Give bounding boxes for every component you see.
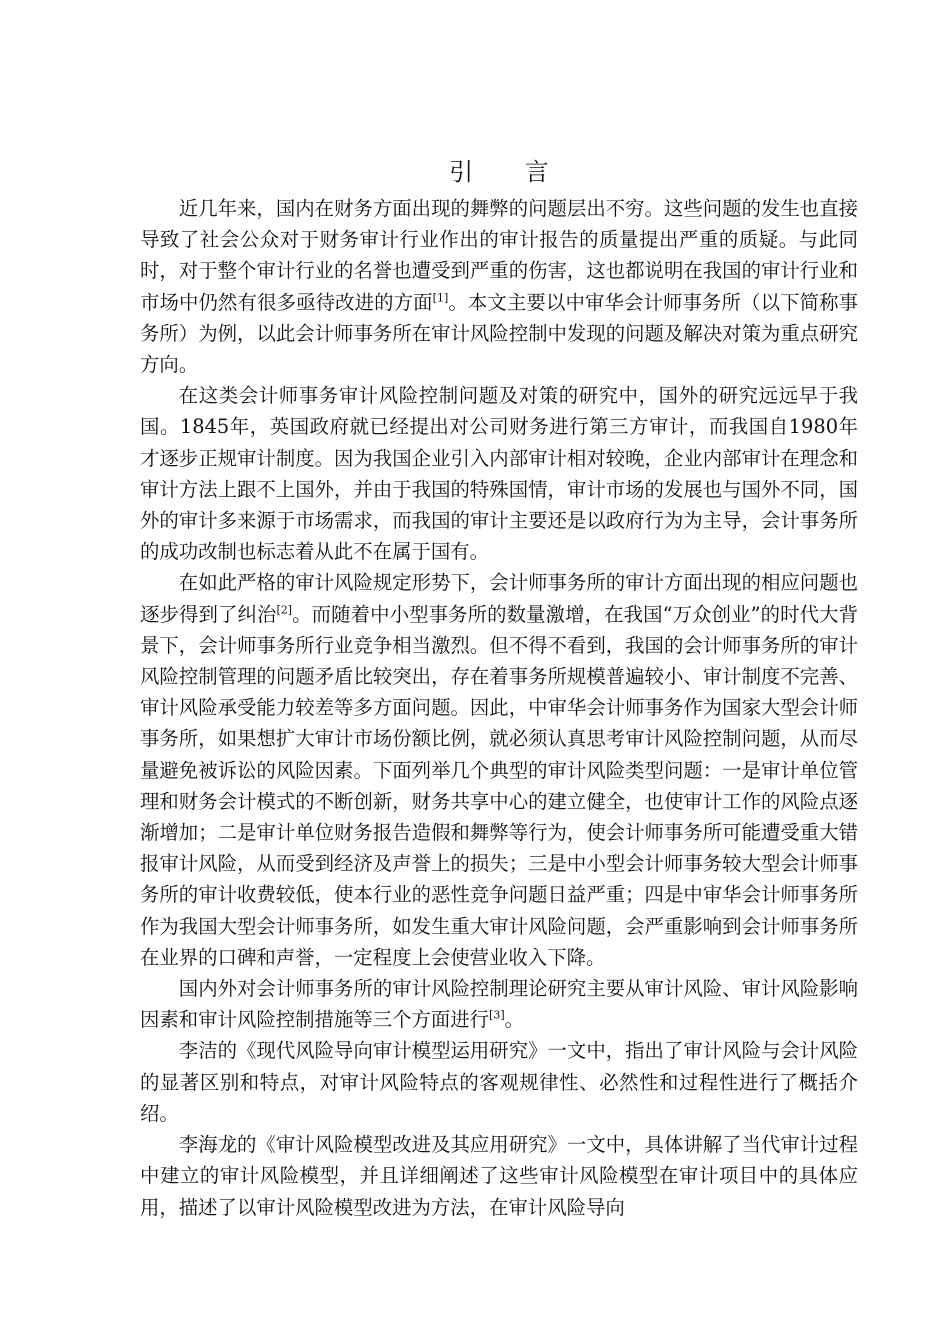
paragraph-5-text: 李洁的《现代风险导向审计模型运用研究》一文中，指出了审计风险与会计风险的显著区别和特点，对审计风险特点的客观规律性、必然性和过程性进行了概括介绍。 <box>140 1039 858 1125</box>
paragraph-2-text: 在这类会计师事务审计风险控制问题及对策的研究中，国外的研究远远早于我国。1845年，英国政府就已经提出对公司财务进行第三方审计，而我国自1980年才逐步正规审计制度。因为我国企业引入内部审计相对较晚，企业内部审计在理念和审计方法上跟不上国外，并由于我国的特殊国情，审计市场的发展也与国外不同，国外的审计多来源于市场需求，而我国的审计主要还是以政府行为为主导，会计事务所的成功改制也标志着从此不在属于国有。 <box>140 384 858 564</box>
paragraph-1-text: 近几年来，国内在财务方面出现的舞弊的问题层出不穷。这些问题的发生也直接导致了社会公众对于财务审计行业作出的审计报告的质量提出严重的质疑。与此同时，对于整个审计行业的名誉也遭受到严重的伤害，这也都说明在我国的审计行业和市场中仍然有很多亟待改进的方面 <box>140 197 858 314</box>
paragraph-3-text: 在如此严格的审计风险规定形势下，会计师事务所的审计方面出现的相应问题也逐步得到了纠治 <box>140 571 858 626</box>
paragraph-5 <box>140 1035 858 1129</box>
citation-1: [1] <box>432 291 449 305</box>
paragraph-6-text: 李海龙的《审计风险模型改进及其应用研究》一文中，具体讲解了当代审计过程中建立的审计风险模型，并且详细阐述了这些审计风险模型在审计项目中的具体应用，描述了以审计风险模型改进为方法，在审计风险导向 <box>140 1133 858 1219</box>
document-page <box>140 155 858 1223</box>
paragraph-4-text: 国内外对会计师事务所的审计风险控制理论研究主要从审计风险、审计风险影响因素和审计风险控制措施等三个方面进行 <box>140 977 858 1032</box>
paragraph-3-tail: 。而随着中小型事务所的数量激增，在我国“万众创业”的时代大背景下，会计师事务所行业竞争相当激烈。但不得不看到，我国的会计师事务所的审计风险控制管理的问题矛盾比较突出，存在着事务所规模普遍较小、审计制度不完善、审计风险承受能力较差等多方面问题。因此，中审华会计师事务作为国家大型会计师事务所，如果想扩大审计市场份额比例，就必须认真思考审计风险控制问题，从而尽量避免被诉讼的风险因素。下面列举几个典型的审计风险类型问题：一是审计单位管理和财务会计模式的不断创新，财务共享中心的建立健全，也使审计工作的风险点逐渐增加；二是审计单位财务报告造假和舞弊等行为，使会计师事务所可能遭受重大错报审计风险，从而受到经济及声誉上的损失；三是中小型会计师事务较大型会计师事务所的审计收费较低，使本行业的恶性竞争问题日益严重；四是中审华会计师事务所作为我国大型会计师事务所，如发生重大审计风险问题，会严重影响到会计师事务所在业界的口碑和声誉，一定程度上会使营业收入下降。 <box>140 602 859 969</box>
paragraph-4-tail: 。 <box>504 1008 525 1032</box>
citation-2: [2] <box>276 603 293 617</box>
paragraph-6 <box>140 1129 858 1223</box>
paragraph-4 <box>140 973 858 1035</box>
paragraph-2 <box>140 380 858 567</box>
page-title: 引 言 <box>449 158 571 186</box>
citation-3: [3] <box>489 1008 505 1022</box>
paragraph-1-tail: 。本文主要以中审华会计师事务所（以下简称事务所）为例，以此会计师事务所在审计风险控制中发现的问题及解决对策为重点研究方向。 <box>140 290 859 377</box>
paragraph-1 <box>140 193 858 380</box>
paragraph-3 <box>140 567 858 973</box>
